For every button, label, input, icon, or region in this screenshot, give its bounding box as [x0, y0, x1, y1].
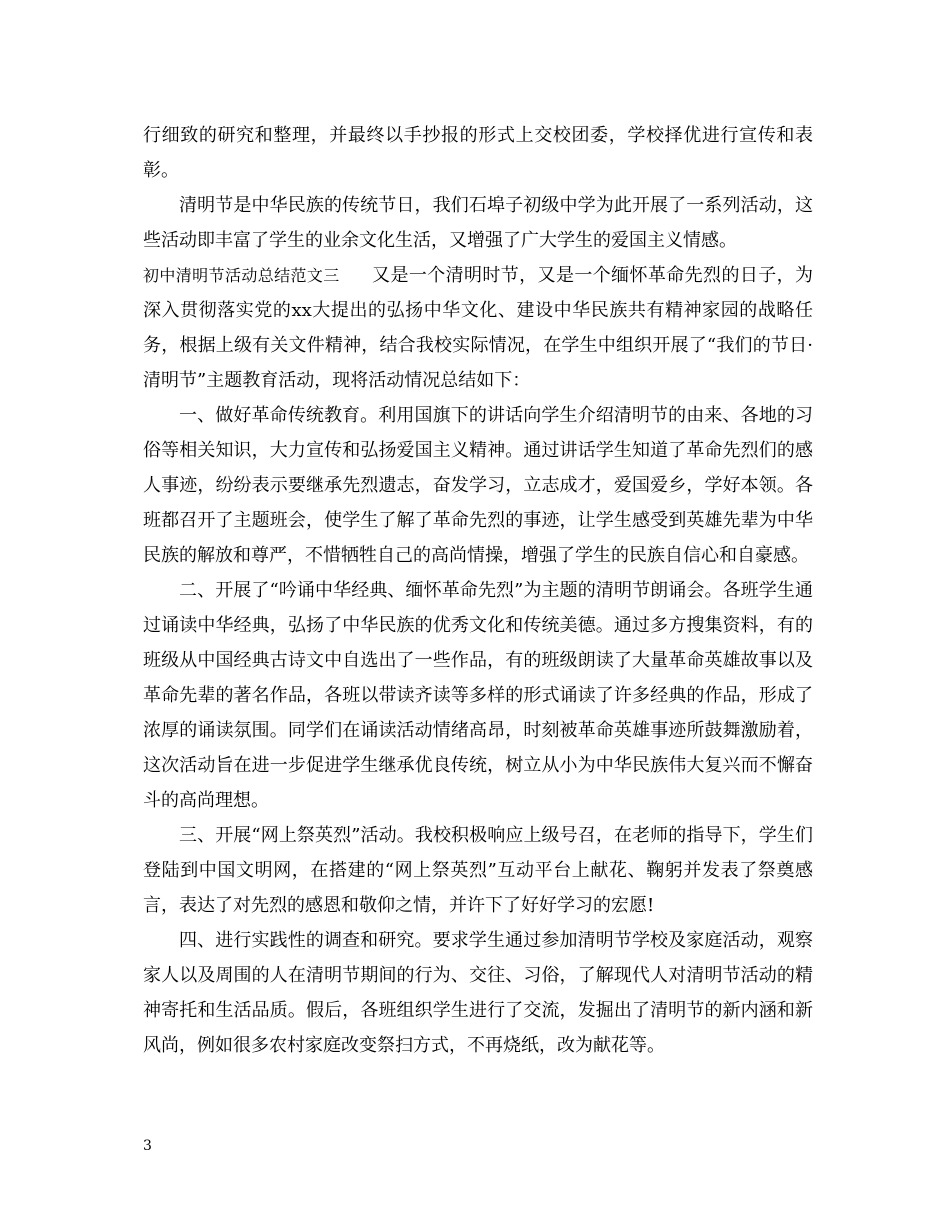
- paragraph-item-3: 三、开展“网上祭英烈”活动。我校积极响应上级号召，在老师的指导下，学生们登陆到中国文明网，在搭建的“网上祭英烈”互动平台上献花、鞠躬并发表了祭奠感言，表达了对先烈的感恩和敬仰之情，并许下了好好学习的宏愿!: [143, 825, 813, 916]
- paragraph-continuation: 行细致的研究和整理，并最终以手抄报的形式上交校团委，学校择优进行宣传和表彰。: [143, 125, 813, 181]
- paragraph-item-2: 二、开展了“吟诵中华经典、缅怀革命先烈”为主题的清明节朗诵会。各班学生通过诵读中华经典，弘扬了中华民族的优秀文化和传统美德。通过多方搜集资料，有的班级从中国经典古诗文中自选出了一些作品，有的班级朗读了大量革命英雄故事以及革命先辈的著名作品，各班以带读齐读等多样的形式诵读了许多经典的作品，形成了浓厚的诵读氛围。同学们在诵读活动情绪高昂，时刻被革命英雄事迹所鼓舞激励着，这次活动旨在进一步促进学生继承优良传统，树立从小为中华民族伟大复兴而不懈奋斗的高尚理想。: [143, 580, 813, 811]
- document-body: [143, 118, 813, 1063]
- section-intro: 又是一个清明时节，又是一个缅怀革命先烈的日子，为深入贯彻落实党的xx大提出的弘扬中华文化、建设中华民族共有精神家园的战略任务，根据上级有关文件精神，结合我校实际情况，在学生中组织开展了“我们的节日·清明节”主题教育活动，现将活动情况总结如下：: [143, 265, 813, 391]
- section-heading: 初中清明节活动总结范文三: [143, 266, 340, 285]
- section-paragraph: [143, 258, 813, 398]
- paragraph-item-4: 四、进行实践性的调查和研究。要求学生通过参加清明节学校及家庭活动，观察家人以及周围的人在清明节期间的行为、交往、习俗，了解现代人对清明节活动的精神寄托和生活品质。假后，各班组织学生进行了交流，发掘出了清明节的新内涵和新风尚，例如很多农村家庭改变祭扫方式，不再烧纸，改为献花等。: [143, 930, 813, 1056]
- page-number: 3: [143, 1138, 152, 1154]
- paragraph-item-1: 一、做好革命传统教育。利用国旗下的讲话向学生介绍清明节的由来、各地的习俗等相关知识，大力宣传和弘扬爱国主义精神。通过讲话学生知道了革命先烈们的感人事迹，纷纷表示要继承先烈遗志，奋发学习，立志成才，爱国爱乡，学好本领。各班都召开了主题班会，使学生了解了革命先烈的事迹，让学生感受到英雄先辈为中华民族的解放和尊严，不惜牺牲自己的高尚情操，增强了学生的民族自信心和自豪感。: [143, 405, 813, 566]
- paragraph-intro: 清明节是中华民族的传统节日，我们石埠子初级中学为此开展了一系列活动，这些活动即丰富了学生的业余文化生活，又增强了广大学生的爱国主义情感。: [143, 195, 813, 251]
